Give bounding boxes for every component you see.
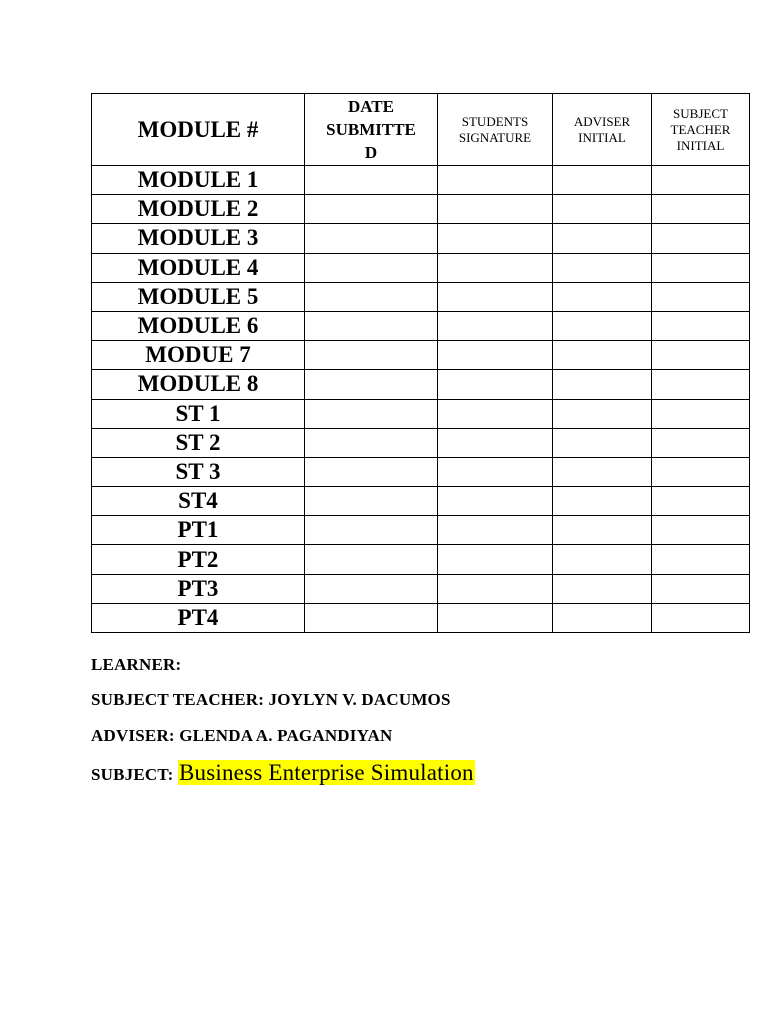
table-row [92,224,750,253]
header-adviser-initial [553,94,652,166]
header-students-line: STUDENTS [461,113,529,129]
students-signature-cell[interactable] [438,253,553,282]
row-module-label: PT3 [92,574,305,603]
learner-label: LEARNER: [91,655,182,674]
date-submitted-cell[interactable] [305,516,438,545]
subject-teacher-initial-cell[interactable] [652,282,750,311]
table-row [92,341,750,370]
table-row [92,428,750,457]
subject-label: SUBJECT: [91,765,174,784]
subject-teacher-initial-cell[interactable] [652,224,750,253]
subject-teacher-initial-cell[interactable] [652,370,750,399]
adviser-initial-cell[interactable] [553,457,652,486]
adviser-initial-cell[interactable] [553,574,652,603]
row-module-label: ST 1 [92,399,305,428]
header-students-line: SIGNATURE [458,129,532,145]
subject-teacher-initial-cell[interactable] [652,311,750,340]
students-signature-cell[interactable] [438,457,553,486]
header-subject-teacher-line: SUBJECT [673,105,728,121]
date-submitted-cell[interactable] [305,428,438,457]
students-signature-cell[interactable] [438,311,553,340]
row-module-label: MODULE 6 [92,311,305,340]
date-submitted-cell[interactable] [305,574,438,603]
subject-teacher-initial-cell[interactable] [652,457,750,486]
header-date-line: SUBMITTE [326,120,416,139]
table-row [92,311,750,340]
adviser-initial-cell[interactable] [553,282,652,311]
header-subject-teacher-initial [652,94,750,166]
adviser-initial-cell[interactable] [553,195,652,224]
adviser-initial-cell[interactable] [553,603,652,632]
table-row [92,399,750,428]
row-module-label: ST4 [92,487,305,516]
adviser-initial-cell[interactable] [553,311,652,340]
header-date-line: DATE [348,97,394,116]
header-adviser-line: INITIAL [578,129,626,145]
table-row [92,545,750,574]
table-row [92,457,750,486]
subject-teacher-name: JOYLYN V. DACUMOS [268,690,451,709]
adviser-initial-cell[interactable] [553,487,652,516]
module-submission-table [91,93,750,633]
row-module-label: MODULE 2 [92,195,305,224]
date-submitted-cell[interactable] [305,399,438,428]
table-row [92,282,750,311]
adviser-initial-cell[interactable] [553,341,652,370]
date-submitted-cell[interactable] [305,282,438,311]
adviser-initial-cell[interactable] [553,224,652,253]
row-module-label: MODULE 3 [92,224,305,253]
table-header-row [92,94,750,166]
row-module-label: MODULE 5 [92,282,305,311]
subject-field [91,760,475,786]
table-row [92,253,750,282]
adviser-field [91,726,392,746]
date-submitted-cell[interactable] [305,603,438,632]
date-submitted-cell[interactable] [305,311,438,340]
table-body [92,166,750,633]
adviser-initial-cell[interactable] [553,545,652,574]
adviser-initial-cell[interactable] [553,399,652,428]
header-module-number: MODULE # [92,94,305,166]
header-date-line: D [364,143,378,162]
date-submitted-cell[interactable] [305,195,438,224]
row-module-label: PT1 [92,516,305,545]
table-row [92,195,750,224]
subject-value: Business Enterprise Simulation [178,760,474,785]
subject-teacher-initial-cell[interactable] [652,516,750,545]
subject-teacher-initial-cell[interactable] [652,399,750,428]
table-row [92,516,750,545]
date-submitted-cell[interactable] [305,457,438,486]
students-signature-cell[interactable] [438,516,553,545]
students-signature-cell[interactable] [438,166,553,195]
header-adviser-line: ADVISER [573,113,631,129]
subject-teacher-initial-cell[interactable] [652,487,750,516]
adviser-initial-cell[interactable] [553,428,652,457]
subject-teacher-initial-cell[interactable] [652,545,750,574]
row-module-label: ST 3 [92,457,305,486]
date-submitted-cell[interactable] [305,224,438,253]
date-submitted-cell[interactable] [305,341,438,370]
table-row [92,166,750,195]
students-signature-cell[interactable] [438,574,553,603]
table-row [92,370,750,399]
subject-teacher-initial-cell[interactable] [652,195,750,224]
header-date-submitted [305,94,438,166]
date-submitted-cell[interactable] [305,166,438,195]
learner-field [91,655,181,675]
table-row [92,603,750,632]
table-row [92,574,750,603]
adviser-initial-cell[interactable] [553,166,652,195]
adviser-initial-cell[interactable] [553,516,652,545]
row-module-label: MODULE 8 [92,370,305,399]
subject-teacher-field [91,690,451,710]
students-signature-cell[interactable] [438,603,553,632]
students-signature-cell[interactable] [438,195,553,224]
students-signature-cell[interactable] [438,545,553,574]
students-signature-cell[interactable] [438,282,553,311]
students-signature-cell[interactable] [438,428,553,457]
subject-teacher-initial-cell[interactable] [652,166,750,195]
subject-teacher-initial-cell[interactable] [652,428,750,457]
row-module-label: ST 2 [92,428,305,457]
header-subject-teacher-line: TEACHER [670,121,731,137]
table-row [92,487,750,516]
row-module-label: PT2 [92,545,305,574]
adviser-name: GLENDA A. PAGANDIYAN [179,726,393,745]
row-module-label: MODULE 1 [92,166,305,195]
students-signature-cell[interactable] [438,224,553,253]
subject-teacher-label: SUBJECT TEACHER: [91,690,265,709]
adviser-label: ADVISER: [91,726,175,745]
row-module-label: MODULE 4 [92,253,305,282]
subject-teacher-initial-cell[interactable] [652,341,750,370]
students-signature-cell[interactable] [438,341,553,370]
header-students-signature [438,94,553,166]
subject-teacher-initial-cell[interactable] [652,253,750,282]
date-submitted-cell[interactable] [305,545,438,574]
students-signature-cell[interactable] [438,487,553,516]
date-submitted-cell[interactable] [305,253,438,282]
subject-teacher-initial-cell[interactable] [652,603,750,632]
adviser-initial-cell[interactable] [553,253,652,282]
adviser-initial-cell[interactable] [553,370,652,399]
subject-teacher-initial-cell[interactable] [652,574,750,603]
date-submitted-cell[interactable] [305,370,438,399]
students-signature-cell[interactable] [438,399,553,428]
students-signature-cell[interactable] [438,370,553,399]
header-subject-teacher-line: INITIAL [676,137,725,153]
row-module-label: MODUE 7 [92,341,305,370]
date-submitted-cell[interactable] [305,487,438,516]
row-module-label: PT4 [92,603,305,632]
